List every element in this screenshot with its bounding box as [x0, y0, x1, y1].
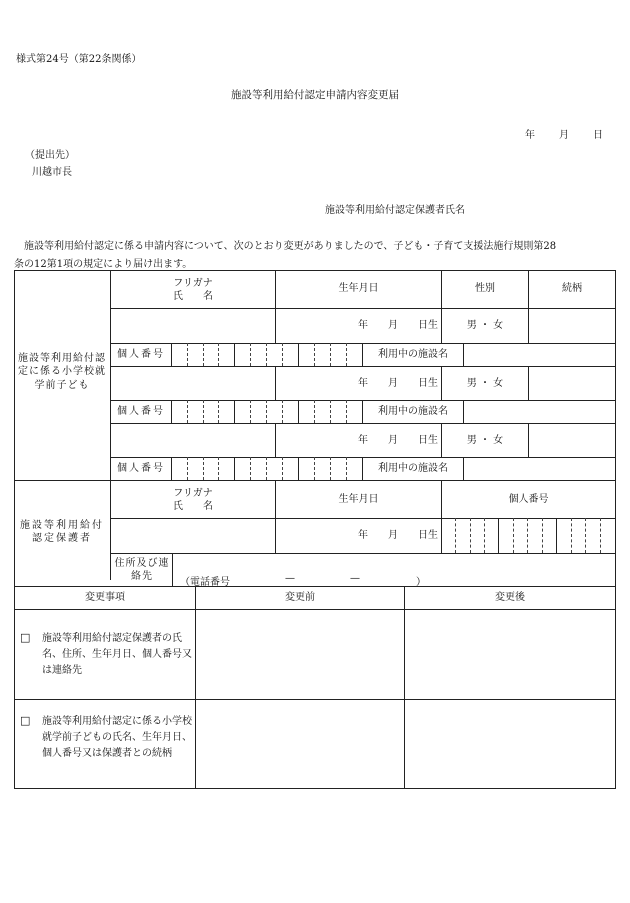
change-item2-before-field[interactable] [196, 700, 404, 788]
change-item2-after-field[interactable] [405, 700, 615, 788]
changes-before-header: 変更前 [285, 592, 315, 604]
date-day: 日 [593, 130, 603, 141]
gender-header: 性別 [475, 283, 495, 295]
form-title: 施設等利用給付認定申請内容変更届 [231, 89, 399, 101]
child2-facility-field[interactable] [464, 401, 615, 423]
guardian-furigana-header: フリガナ [173, 487, 213, 499]
guardian-personal-number-field[interactable] [442, 519, 615, 553]
form-number: 様式第24号（第22条関係） [16, 54, 142, 65]
child3-personal-number-field[interactable] [172, 458, 362, 480]
phone-suffix: ） [416, 577, 426, 588]
guardian-birthdate-field[interactable]: 年 月 日生 [358, 530, 438, 542]
child1-facility-field[interactable] [464, 344, 615, 366]
change-item1-after-field[interactable] [405, 610, 615, 699]
recipient-label: （提出先） [25, 150, 75, 161]
child2-name-field[interactable] [111, 367, 275, 400]
child2-relation-field[interactable] [529, 367, 615, 400]
child2-facility-label: 利用中の施設名 [378, 406, 448, 418]
child2-personal-number-label: 個人番号 [117, 406, 165, 418]
changes-after-header: 変更後 [495, 592, 525, 604]
checkbox-item2[interactable]: □ [20, 714, 31, 727]
child3-birthdate-field[interactable]: 年 月 日生 [358, 434, 438, 446]
guardian-name-subheader: 氏 名 [173, 501, 213, 512]
recipient: 川越市長 [32, 167, 72, 178]
guardian-section-label: 施設等利用給付認定保護者 [20, 519, 104, 544]
phone-dash-1: — [285, 573, 295, 584]
child1-birthdate-field[interactable]: 年 月 日生 [358, 320, 438, 332]
birthdate-header: 生年月日 [338, 283, 379, 295]
address-field[interactable] [173, 554, 615, 572]
child3-facility-label: 利用中の施設名 [378, 463, 448, 475]
child1-gender-field[interactable]: 男 ・ 女 [466, 320, 504, 332]
child3-name-field[interactable] [111, 424, 275, 457]
child1-facility-label: 利用中の施設名 [378, 349, 448, 361]
change-item1-before-field[interactable] [196, 610, 404, 699]
change-item1-text: 施設等利用給付認定保護者の氏名、住所、生年月日、個人番号又は連絡先 [42, 633, 192, 676]
address-label: 住所及び連絡先 [114, 557, 170, 582]
phone-dash-2: — [350, 573, 360, 584]
children-section-label: 施設等利用給付認定に係る小学校就学前子ども [18, 352, 106, 391]
child2-personal-number-field[interactable] [172, 401, 362, 423]
name-header: 氏 名 [173, 291, 213, 302]
guardian-personal-number-header: 個人番号 [508, 493, 549, 505]
guardian-birthdate-header: 生年月日 [338, 493, 379, 505]
guardian-name-label: 施設等利用給付認定保護者氏名 [325, 205, 465, 216]
intro-line2: 条の12第1項の規定により届け出ます。 [14, 259, 193, 270]
checkbox-item1[interactable]: □ [20, 631, 31, 644]
children-name-header [111, 272, 275, 308]
intro-line1: 施設等利用給付認定に係る申請内容について、次のとおり変更がありましたので、子ども・子育て支援法施行規則第28 [24, 241, 557, 252]
date-month: 月 [559, 130, 569, 141]
child3-gender-field[interactable]: 男 ・ 女 [466, 434, 504, 446]
guardian-name-field[interactable] [111, 519, 275, 553]
child1-relation-field[interactable] [529, 309, 615, 343]
phone-prefix: （電話番号 [180, 577, 230, 588]
child1-name-field[interactable] [111, 309, 275, 343]
child3-relation-field[interactable] [529, 424, 615, 457]
date-year: 年 [525, 130, 535, 141]
furigana-header: フリガナ [173, 277, 213, 289]
child1-personal-number-field[interactable] [172, 344, 362, 366]
child1-personal-number-label: 個人番号 [117, 349, 165, 361]
guardian-name-header [111, 482, 275, 518]
child2-gender-field[interactable]: 男 ・ 女 [466, 377, 504, 389]
child2-birthdate-field[interactable]: 年 月 日生 [358, 377, 438, 389]
changes-item-header: 変更事項 [85, 592, 125, 604]
child3-facility-field[interactable] [464, 458, 615, 480]
change-item2-text: 施設等利用給付認定に係る小学校就学前子どもの氏名、生年月日、個人番号又は保護者との続柄 [42, 716, 192, 759]
child3-personal-number-label: 個人番号 [117, 463, 165, 475]
relation-header: 続柄 [562, 283, 582, 295]
